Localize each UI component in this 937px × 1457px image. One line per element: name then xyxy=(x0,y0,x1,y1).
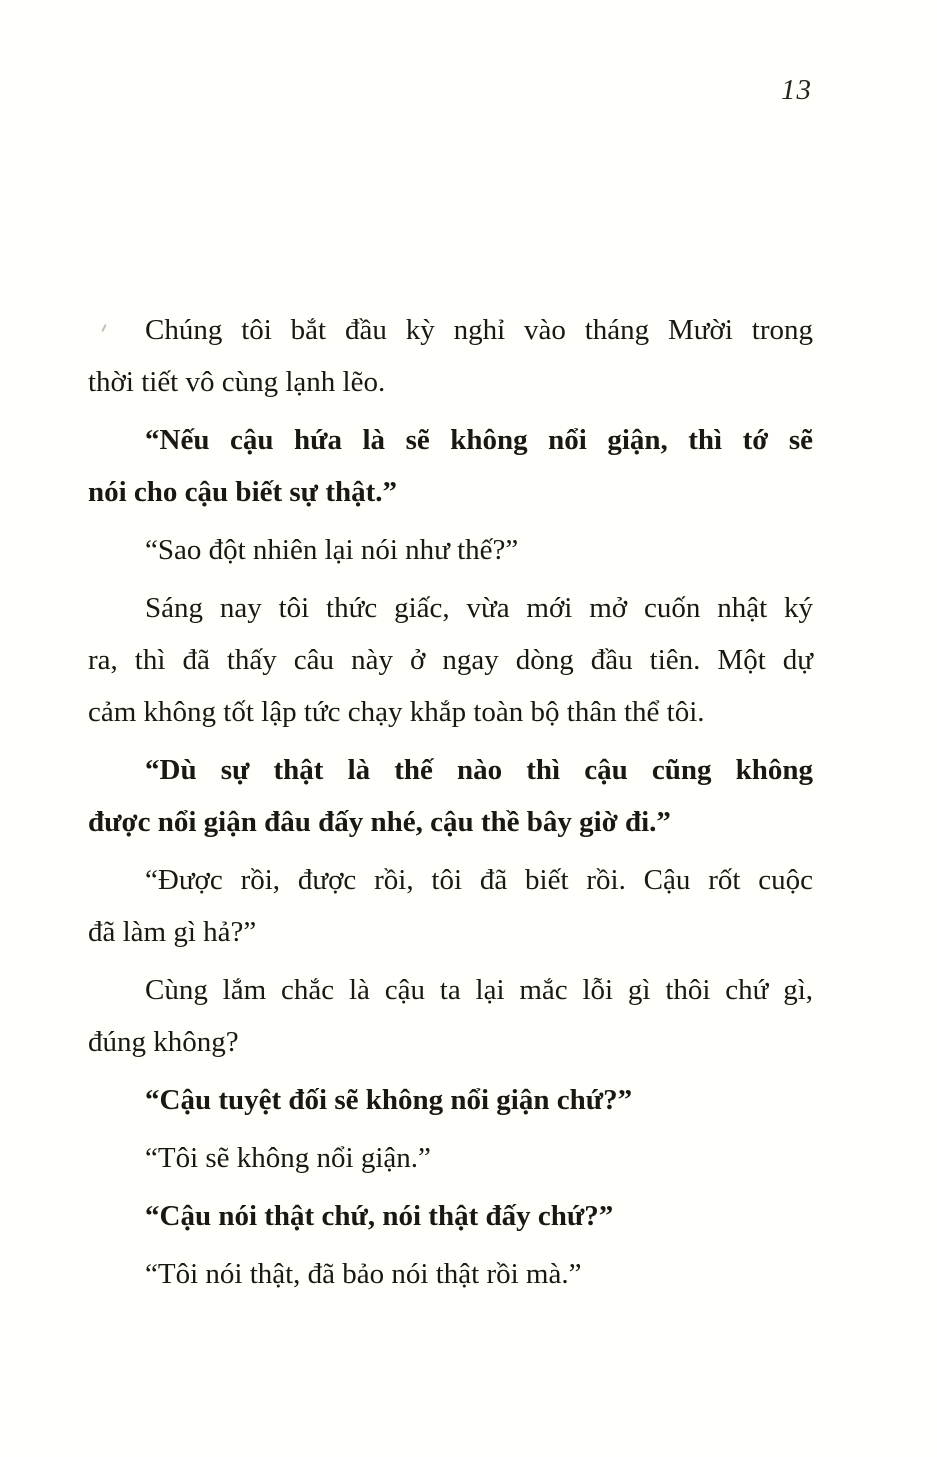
text-line: nói cho cậu biết sự thật.” xyxy=(88,476,398,508)
text-line: “Được rồi, được rồi, tôi đã biết rồi. Cậu rốt cuộc xyxy=(145,864,813,896)
paragraph xyxy=(88,524,813,576)
text-line: đã làm gì hả?” xyxy=(88,916,257,948)
text-line: “Sao đột nhiên lại nói như thế?” xyxy=(145,534,519,566)
text-line: đúng không? xyxy=(88,1026,239,1058)
text-block xyxy=(88,304,813,1306)
paragraph-bold-dialogue xyxy=(88,1074,813,1126)
text-line: “Dù sự thật là thế nào thì cậu cũng không xyxy=(145,754,813,786)
paragraph xyxy=(88,854,813,958)
paragraph xyxy=(88,964,813,1068)
paragraph xyxy=(88,1132,813,1184)
paragraph xyxy=(88,1248,813,1300)
paragraph-bold-dialogue xyxy=(88,414,813,518)
paragraph xyxy=(88,304,813,408)
paragraph xyxy=(88,582,813,738)
text-line: thời tiết vô cùng lạnh lẽo. xyxy=(88,366,386,398)
text-line: Chúng tôi bắt đầu kỳ nghỉ vào tháng Mười trong xyxy=(145,314,813,346)
text-line: “Nếu cậu hứa là sẽ không nổi giận, thì tớ sẽ xyxy=(145,424,813,456)
text-line: “Cậu tuyệt đối sẽ không nổi giận chứ?” xyxy=(145,1084,633,1116)
text-line: Cùng lắm chắc là cậu ta lại mắc lỗi gì thôi chứ gì, xyxy=(145,974,813,1006)
text-line: “Cậu nói thật chứ, nói thật đấy chứ?” xyxy=(145,1200,614,1232)
text-line: “Tôi sẽ không nổi giận.” xyxy=(145,1142,431,1174)
text-line: cảm không tốt lập tức chạy khắp toàn bộ thân thể tôi. xyxy=(88,696,705,728)
text-line: được nổi giận đâu đấy nhé, cậu thề bây giờ đi.” xyxy=(88,806,671,838)
paragraph-bold-dialogue xyxy=(88,1190,813,1242)
paragraph-bold-dialogue xyxy=(88,744,813,848)
text-line: ra, thì đã thấy câu này ở ngay dòng đầu tiên. Một dự xyxy=(88,644,813,676)
text-line: “Tôi nói thật, đã bảo nói thật rồi mà.” xyxy=(145,1258,582,1290)
text-line: Sáng nay tôi thức giấc, vừa mới mở cuốn nhật ký xyxy=(145,592,813,624)
page-number: 13 xyxy=(781,74,812,106)
